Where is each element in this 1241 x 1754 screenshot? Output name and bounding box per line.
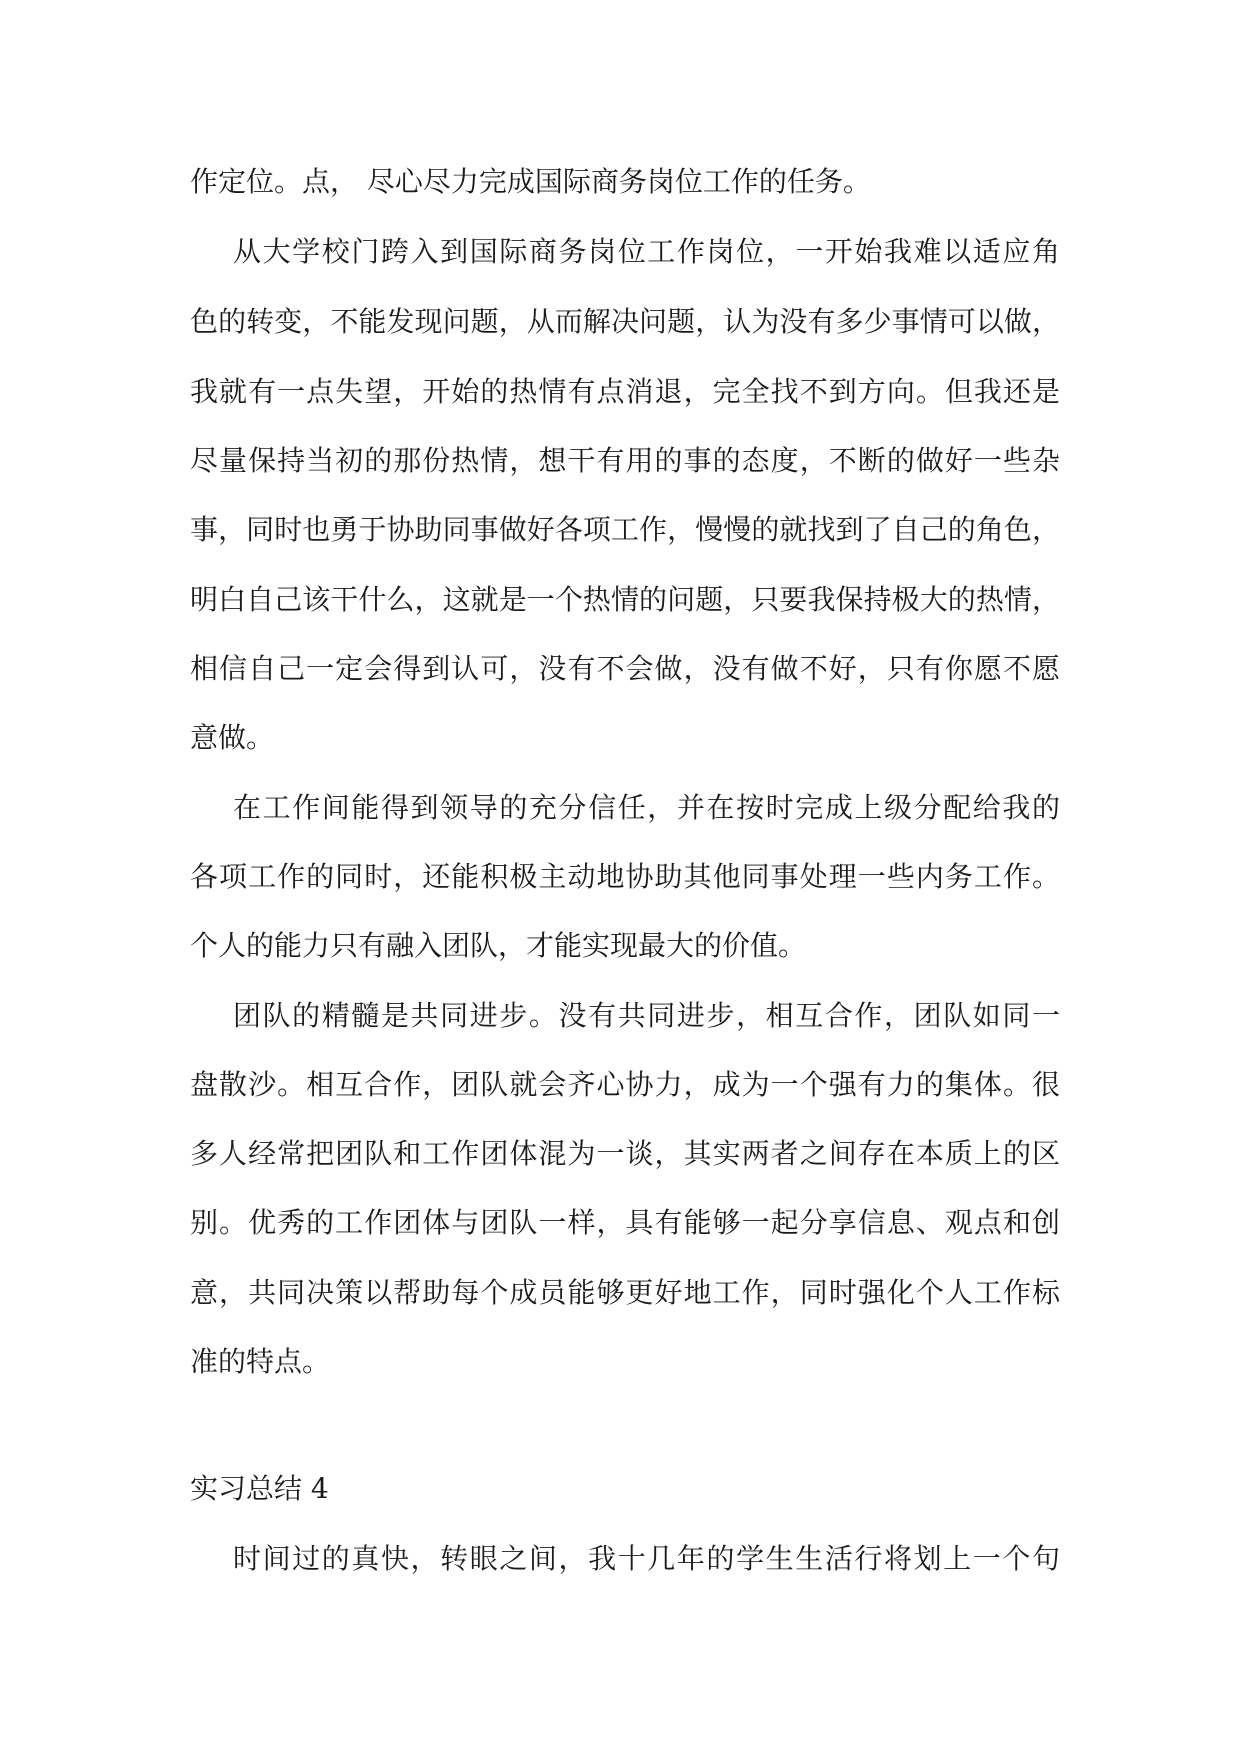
text-line: 时间过的真快，转眼之间，我十几年的学生生活行将划上一个句 xyxy=(233,1542,1060,1575)
text-line: 我就有一点失望，开始的热情有点消退，完全找不到方向。但我还是 xyxy=(190,375,1060,408)
text-line: 盘散沙。相互合作，团队就会齐心协力，成为一个强有力的集体。很 xyxy=(190,1068,1060,1101)
text-line: 准的特点。 xyxy=(190,1345,331,1378)
text-line: 意做。 xyxy=(190,721,275,754)
text-line: 个人的能力只有融入团队，才能实现最大的价值。 xyxy=(190,929,807,962)
text-line: 事，同时也勇于协助同事做好各项工作，慢慢的就找到了自己的角色， xyxy=(190,513,1060,546)
text-line: 从大学校门跨入到国际商务岗位工作岗位，一开始我难以适应角 xyxy=(233,235,1060,268)
text-line: 在工作间能得到领导的充分信任，并在按时完成上级分配给我的 xyxy=(233,791,1060,824)
section-heading: 实习总结 4 xyxy=(190,1472,329,1505)
text-line: 别。优秀的工作团体与团队一样，具有能够一起分享信息、观点和创 xyxy=(190,1206,1060,1239)
text-line: 作定位。点， 尽心尽力完成国际商务岗位工作的任务。 xyxy=(190,165,871,198)
text-line: 相信自己一定会得到认可，没有不会做，没有做不好，只有你愿不愿 xyxy=(190,652,1060,685)
text-line: 团队的精髓是共同进步。没有共同进步，相互合作，团队如同一 xyxy=(233,999,1060,1032)
text-line: 色的转变，不能发现问题，从而解决问题，认为没有多少事情可以做， xyxy=(190,305,1060,338)
text-line: 尽量保持当初的那份热情，想干有用的事的态度，不断的做好一些杂 xyxy=(190,444,1060,477)
text-line: 多人经常把团队和工作团体混为一谈，其实两者之间存在本质上的区 xyxy=(190,1137,1060,1170)
text-line: 明白自己该干什么，这就是一个热情的问题，只要我保持极大的热情， xyxy=(190,583,1060,616)
text-line: 各项工作的同时，还能积极主动地协助其他同事处理一些内务工作。 xyxy=(190,860,1060,893)
text-line: 意，共同决策以帮助每个成员能够更好地工作，同时强化个人工作标 xyxy=(190,1276,1060,1309)
